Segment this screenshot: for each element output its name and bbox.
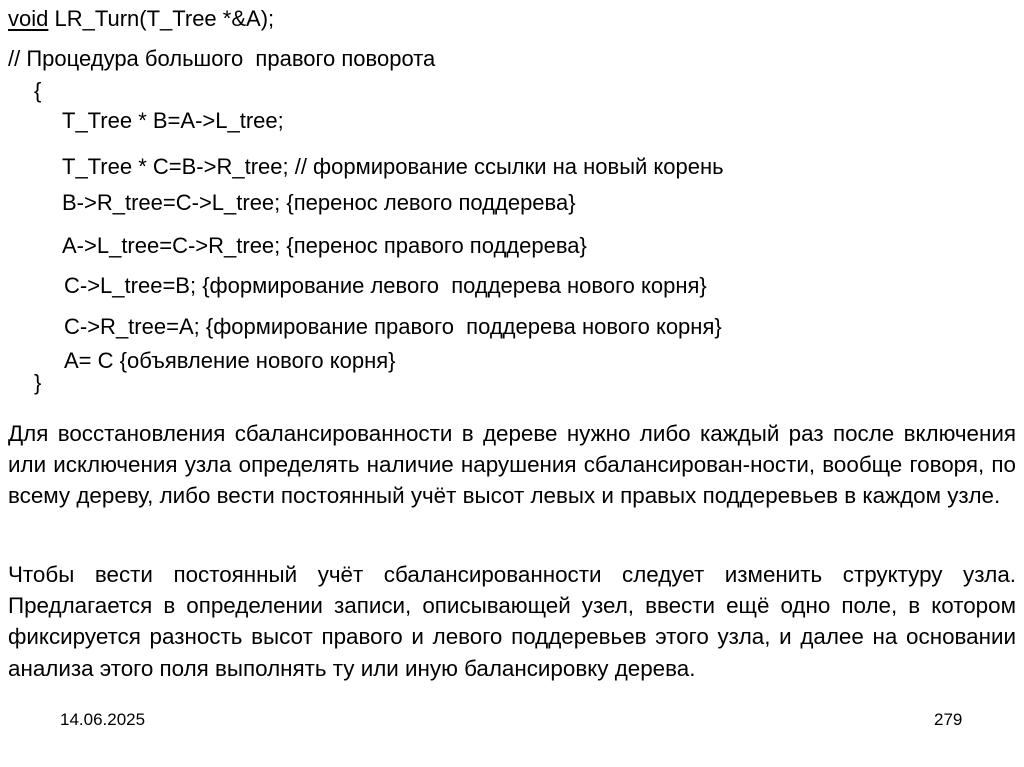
code-line: C->L_tree=B; {формирование левого поддерева нового корня} [64,273,707,298]
code-line: A= C {объявление нового корня} [64,348,396,373]
footer-date: 14.06.2025 [60,710,146,729]
paragraph-balance-restore: Для восстановления сбалансированности в дереве нужно либо каждый раз после включения или исключения узла определять наличие нарушения сбалансирован-ности, вообще говоря, по всему дереву, либо вести постоянный учёт высот левых и правых поддеревьев в каждом узле. [8,421,1016,509]
paragraph-node-structure: Чтобы вести постоянный учёт сбалансированности следует изменить структуру узла. Предлагается в определении записи, описывающей узел, ввести ещё одно поле, в котором фиксируется разность высот правого и левого поддеревьев этого узла, и далее на основании анализа этого поля выполнять ту или иную балансировку дерева. [8,562,1016,681]
code-line: T_Tree * B=A->L_tree; [62,108,284,133]
code-line: B->R_tree=C->L_tree; {перенос левого поддерева} [62,190,576,215]
close-brace: } [34,370,42,395]
code-line: C->R_tree=A; {формирование правого поддерева нового корня} [64,314,722,339]
page-number: 279 [934,710,963,729]
signature-rest: LR_Turn(T_Tree *&A); [48,6,275,31]
code-line: T_Tree * C=B->R_tree; // формирование ссылки на новый корень [62,154,724,179]
open-brace: { [34,78,42,103]
procedure-comment: // Процедура большого правого поворота [8,46,436,71]
signature-keyword: void [8,6,49,31]
function-signature [8,6,274,32]
code-line: A->L_tree=C->R_tree; {перенос правого поддерева} [62,233,587,258]
